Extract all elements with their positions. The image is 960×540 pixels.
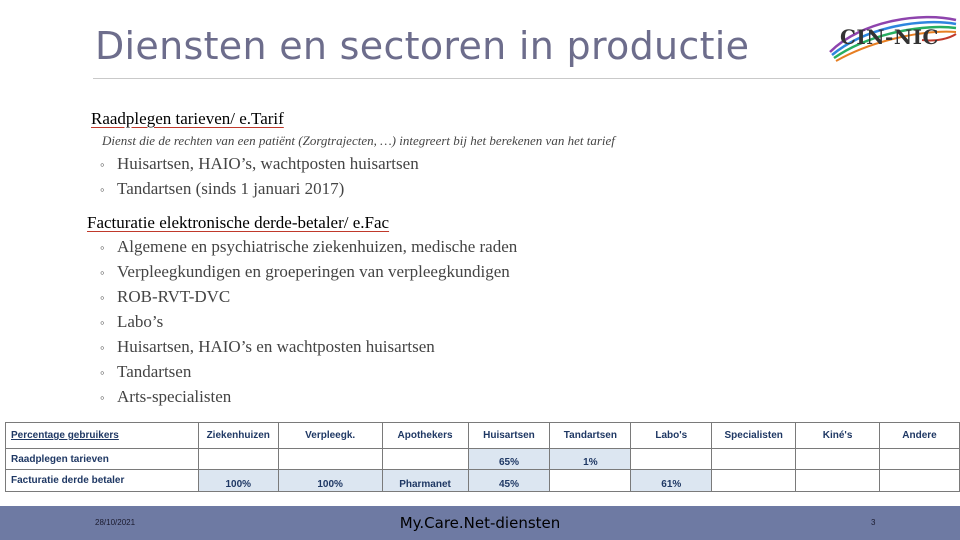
- section-description-etarif: Dienst die de rechten van een patiënt (Zorgtrajecten, …) integreert bij het berekenen van het tarief: [102, 133, 615, 148]
- table-cell: 45%: [468, 470, 550, 492]
- cin-nic-logo: [822, 12, 958, 64]
- table-cell: [796, 470, 880, 492]
- title-divider: [93, 78, 880, 79]
- table-cell: 61%: [631, 470, 712, 492]
- table-cell: [796, 449, 880, 470]
- list-item: ◦ Verpleegkundigen en groeperingen van verpleegkundigen: [100, 262, 510, 281]
- list-etarif: [100, 154, 419, 204]
- list-item: ◦ Algemene en psychiatrische ziekenhuizen, medische raden: [100, 237, 518, 256]
- bullet-icon: ◦: [100, 315, 105, 330]
- table-header-row: [6, 423, 960, 449]
- table-cell: [712, 449, 796, 470]
- footer-date: 28/10/2021: [95, 518, 136, 527]
- list-item: ◦ ROB-RVT-DVC: [100, 287, 231, 306]
- slide-footer: [0, 506, 960, 540]
- bullet-icon: ◦: [100, 365, 105, 380]
- slide-title: Diensten en sectoren in productie: [95, 24, 750, 68]
- table-cell: [278, 449, 382, 470]
- table-cell: 100%: [278, 470, 382, 492]
- usage-percentage-table: [5, 422, 960, 492]
- row-label: Raadplegen tarieven: [6, 449, 199, 470]
- column-header: Verpleegk.: [278, 423, 382, 449]
- section-heading-etarif: Raadplegen tarieven/ e.Tarif: [91, 109, 284, 128]
- logo-text: CIN-NIC: [840, 25, 939, 49]
- bullet-icon: ◦: [100, 265, 105, 280]
- table-cell: [550, 470, 631, 492]
- bullet-icon: ◦: [100, 157, 105, 172]
- row-label: Facturatie derde betaler: [6, 470, 199, 492]
- table-row: [6, 470, 960, 492]
- section-heading-efac: Facturatie elektronische derde-betaler/ e.Fac: [87, 213, 390, 232]
- column-header: Andere: [880, 423, 960, 449]
- table-cell: 65%: [468, 449, 550, 470]
- list-efac: [100, 237, 517, 412]
- page-number: 3: [871, 518, 876, 527]
- list-item: ◦ Huisartsen, HAIO’s, wachtposten huisartsen: [100, 154, 419, 173]
- column-header: Specialisten: [712, 423, 796, 449]
- list-item: ◦ Huisartsen, HAIO’s en wachtposten huisartsen: [100, 337, 435, 356]
- list-item: ◦ Tandartsen (sinds 1 januari 2017): [100, 179, 345, 198]
- table-cell: [631, 449, 712, 470]
- bullet-icon: ◦: [100, 240, 105, 255]
- bullet-icon: ◦: [100, 340, 105, 355]
- column-header: Kiné's: [796, 423, 880, 449]
- table-cell: 100%: [198, 470, 278, 492]
- list-item: ◦ Labo’s: [100, 312, 164, 331]
- column-header: Labo's: [631, 423, 712, 449]
- bullet-icon: ◦: [100, 390, 105, 405]
- table-cell: Pharmanet: [382, 470, 468, 492]
- footer-title: My.Care.Net-diensten: [399, 514, 561, 532]
- table-cell: [880, 449, 960, 470]
- table-cell: [880, 470, 960, 492]
- list-item: ◦ Tandartsen: [100, 362, 192, 381]
- bullet-icon: ◦: [100, 290, 105, 305]
- column-header: Ziekenhuizen: [198, 423, 278, 449]
- column-header: Huisartsen: [468, 423, 550, 449]
- column-header: Tandartsen: [550, 423, 631, 449]
- table-cell: [712, 470, 796, 492]
- list-item: ◦ Arts-specialisten: [100, 387, 232, 406]
- table-header-label: Percentage gebruikers: [6, 423, 199, 449]
- table-cell: [382, 449, 468, 470]
- table-cell: [198, 449, 278, 470]
- table-cell: 1%: [550, 449, 631, 470]
- bullet-icon: ◦: [100, 182, 105, 197]
- column-header: Apothekers: [382, 423, 468, 449]
- table-row: [6, 449, 960, 470]
